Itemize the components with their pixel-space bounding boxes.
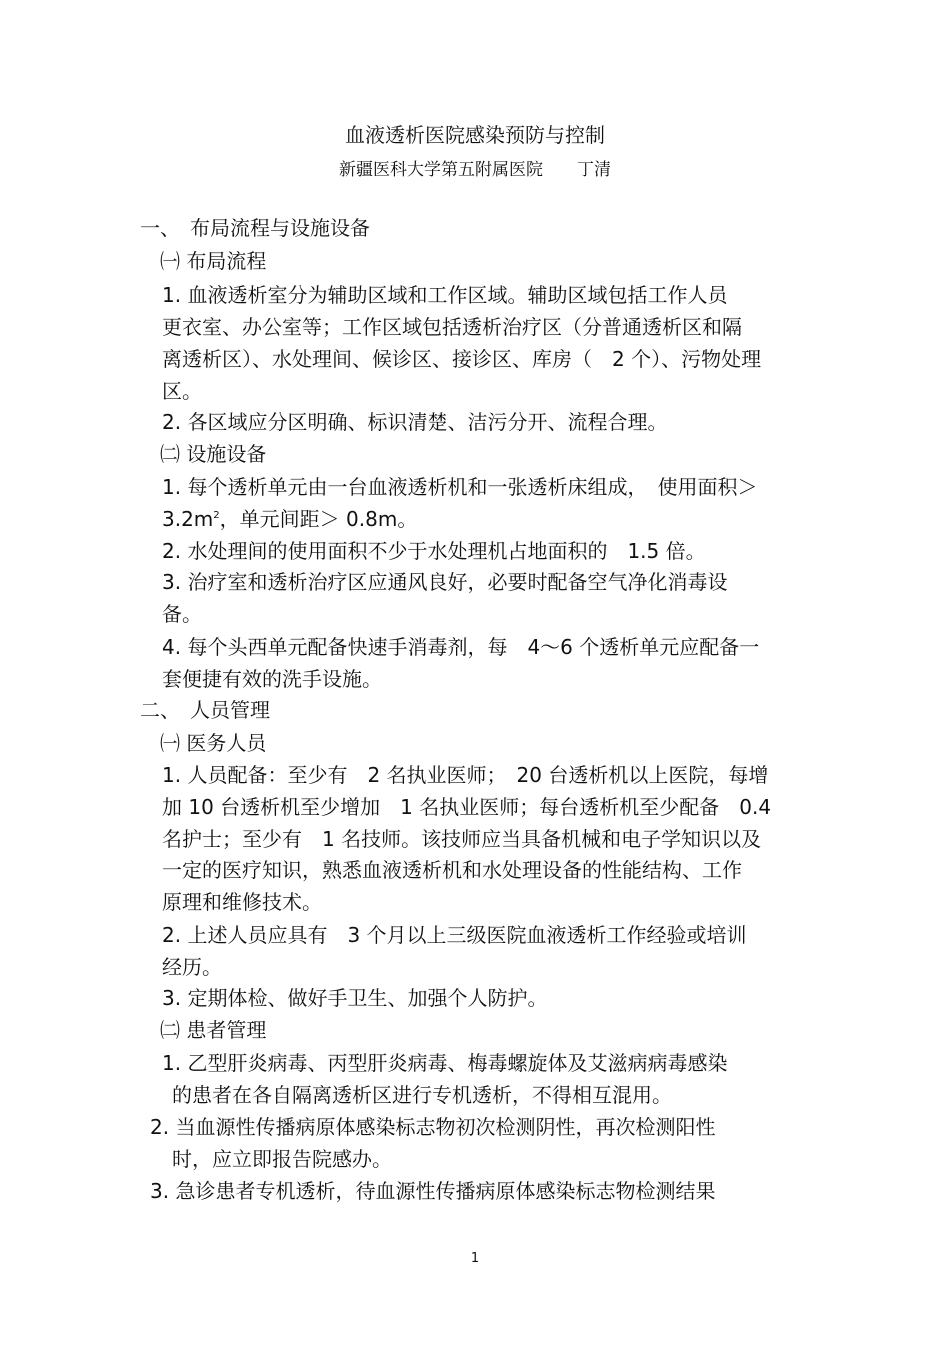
subsection-heading: ㈠ 布局流程: [160, 249, 267, 273]
text-line: 1. 人员配备：至少有 2 名执业医师； 20 台透析机以上医院，每增: [162, 763, 769, 787]
text-line: 2. 各区域应分区明确、标识清楚、洁污分开、流程合理。: [162, 410, 668, 434]
section-heading: 二、 人员管理: [140, 698, 270, 722]
subsection-heading: ㈡ 患者管理: [160, 1018, 267, 1042]
text-line: 一定的医疗知识，熟悉血液透析机和水处理设备的性能结构、工作: [162, 858, 742, 882]
text-line: 时，应立即报告院感办。: [172, 1147, 392, 1171]
spacing-text: ，单元间距＞ 0.8m。: [219, 507, 418, 531]
text-line: 1. 血液透析室分为辅助区域和工作区域。辅助区域包括工作人员: [162, 283, 728, 307]
author-line: 新疆医科大学第五附属医院 丁清: [339, 160, 611, 180]
text-line: 经历。: [162, 955, 222, 979]
text-line: 备。: [162, 602, 202, 626]
text-line: 1. 每个透析单元由一台血液透析机和一张透析床组成， 使用面积＞: [162, 475, 758, 499]
superscript: 2: [213, 510, 220, 521]
subsection-heading: ㈠ 医务人员: [160, 731, 267, 755]
text-line: 2. 当血源性传播病原体感染标志物初次检测阴性，再次检测阳性: [150, 1115, 716, 1139]
text-line: 离透析区）、水处理间、候诊区、接诊区、库房（ 2 个）、污物处理: [162, 347, 762, 371]
text-line: 3. 治疗室和透析治疗区应通风良好，必要时配备空气净化消毒设: [162, 570, 728, 594]
text-line-area: [162, 505, 417, 533]
text-line: 2. 水处理间的使用面积不少于水处理机占地面积的 1.5 倍。: [162, 539, 706, 563]
page-number: 1: [470, 1251, 480, 1266]
text-line: 2. 上述人员应具有 3 个月以上三级医院血液透析工作经验或培训: [162, 923, 747, 947]
document-title: 血液透析医院感染预防与控制: [345, 123, 605, 147]
text-line: 1. 乙型肝炎病毒、丙型肝炎病毒、梅毒螺旋体及艾滋病病毒感染: [162, 1051, 728, 1075]
text-line: 3. 定期体检、做好手卫生、加强个人防护。: [162, 986, 548, 1010]
subsection-heading: ㈡ 设施设备: [160, 442, 267, 466]
text-line: 4. 每个头西单元配备快速手消毒剂，每 4～6 个透析单元应配备一: [162, 635, 760, 659]
text-line: 原理和维修技术。: [162, 890, 322, 914]
text-line: 名护士；至少有 1 名技师。该技师应当具备机械和电子学知识以及: [162, 827, 762, 851]
text-line: 加 10 台透析机至少增加 1 名执业医师；每台透析机至少配备 0.4: [162, 795, 772, 819]
text-line: 区。: [162, 379, 202, 403]
area-value: 3.2m: [162, 507, 214, 531]
text-line: 套便捷有效的洗手设施。: [162, 667, 382, 691]
text-line: 的患者在各自隔离透析区进行专机透析，不得相互混用。: [172, 1083, 672, 1107]
text-line: 更衣室、办公室等；工作区域包括透析治疗区（分普通透析区和隔: [162, 315, 742, 339]
text-line: 3. 急诊患者专机透析，待血源性传播病原体感染标志物检测结果: [150, 1179, 716, 1203]
section-heading: 一、 布局流程与设施设备: [140, 216, 370, 240]
